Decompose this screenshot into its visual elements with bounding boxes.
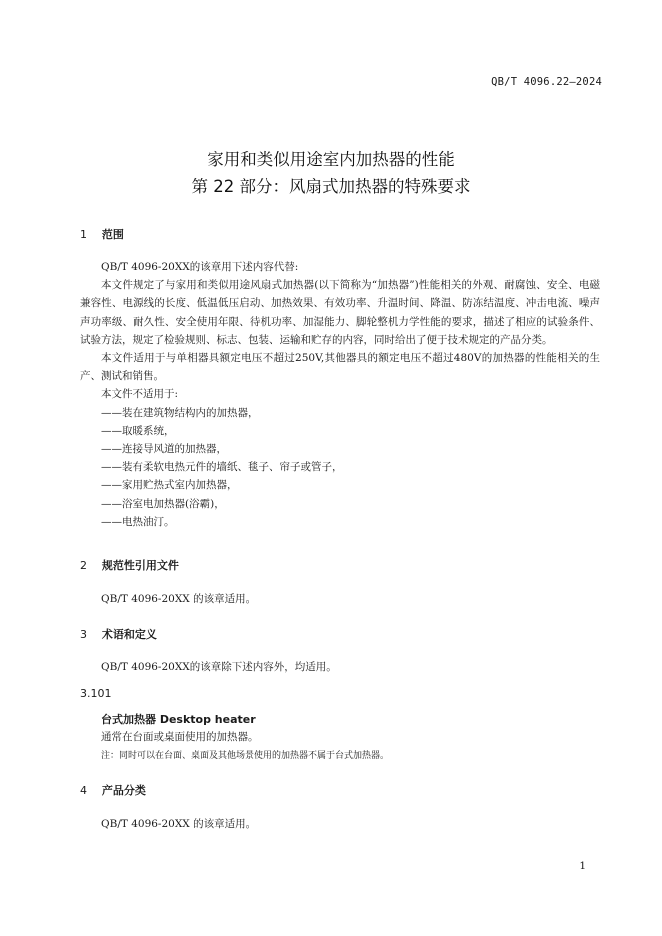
section-title: 产品分类: [101, 784, 146, 797]
list-item: ——电热油汀。: [101, 515, 175, 528]
clause-3-101-number: 3.101: [80, 687, 112, 700]
section-2-heading: [80, 557, 179, 573]
paragraph-intro: QB/T 4096-20XX的该章用下述内容代替:: [101, 261, 299, 273]
section-4-text: QB/T 4096-20XX 的该章适用。: [101, 818, 257, 830]
section-4-heading: [80, 782, 146, 798]
section-title: 规范性引用文件: [101, 559, 179, 572]
section-1-heading: [80, 226, 124, 242]
document-title-line2: 第 22 部分：风扇式加热器的特殊要求: [191, 177, 471, 196]
list-item: ——装在建筑物结构内的加热器，: [101, 406, 259, 419]
section-number: 2: [80, 559, 87, 572]
document-title-line1: 家用和类似用途室内加热器的性能: [207, 150, 455, 169]
list-item: ——取暖系统，: [101, 424, 175, 437]
section-3-text: QB/T 4096-20XX的该章除下述内容外，均适用。: [101, 661, 337, 673]
list-item: ——浴室电加热器(浴霸)，: [101, 497, 225, 510]
paragraph-applicability: 本文件适用于与单相器具额定电压不超过250V,其他器具的额定电压不超过480V的加热器的性能相关的生产、测试和销售。: [80, 352, 600, 383]
term-note: 注：同时可以在台面、桌面及其他场景使用的加热器不属于台式加热器。: [101, 751, 390, 762]
clause-3-101-body: [80, 711, 600, 761]
section-title: 范围: [101, 228, 124, 241]
section-number: 1: [80, 228, 87, 241]
paragraph-not-applicable: 本文件不适用于:: [101, 388, 179, 401]
section-3-heading: [80, 626, 157, 642]
term-title: 台式加热器 Desktop heater: [101, 713, 256, 726]
list-item: ——家用贮热式室内加热器，: [101, 479, 238, 492]
list-item: ——连接导风道的加热器，: [101, 443, 227, 456]
section-2-text: QB/T 4096-20XX 的该章适用。: [101, 593, 257, 605]
document-number: QB/T 4096.22—2024: [491, 76, 602, 88]
page-number: 1: [579, 860, 586, 872]
section-1-body: [80, 258, 600, 531]
paragraph-scope: 本文件规定了与家用和类似用途风扇式加热器(以下简称为“加热器”)性能相关的外观、耐腐蚀、安全、电磁兼容性、电源线的长度、低温低压启动、加热效果、有效功率、升温时间、降温、防冻结温度、冲击电流、噪声声功率级、耐久性、安全使用年限、待机功率、加湿能力、脚轮整机力学性能的要求，描述了相应的试验条件、试验方法，规定了检验规则、标志、包装、运输和贮存的内容，同时给出了便于技术规定的产品分类。: [80, 279, 600, 346]
exclusion-list: [80, 404, 600, 531]
section-title: 术语和定义: [101, 628, 157, 641]
list-item: ——装有柔软电热元件的墙纸、毯子、帘子或管子，: [101, 461, 343, 474]
section-number: 4: [80, 784, 87, 797]
term-definition: 通常在台面或桌面使用的加热器。: [101, 731, 259, 743]
section-number: 3: [80, 628, 87, 641]
